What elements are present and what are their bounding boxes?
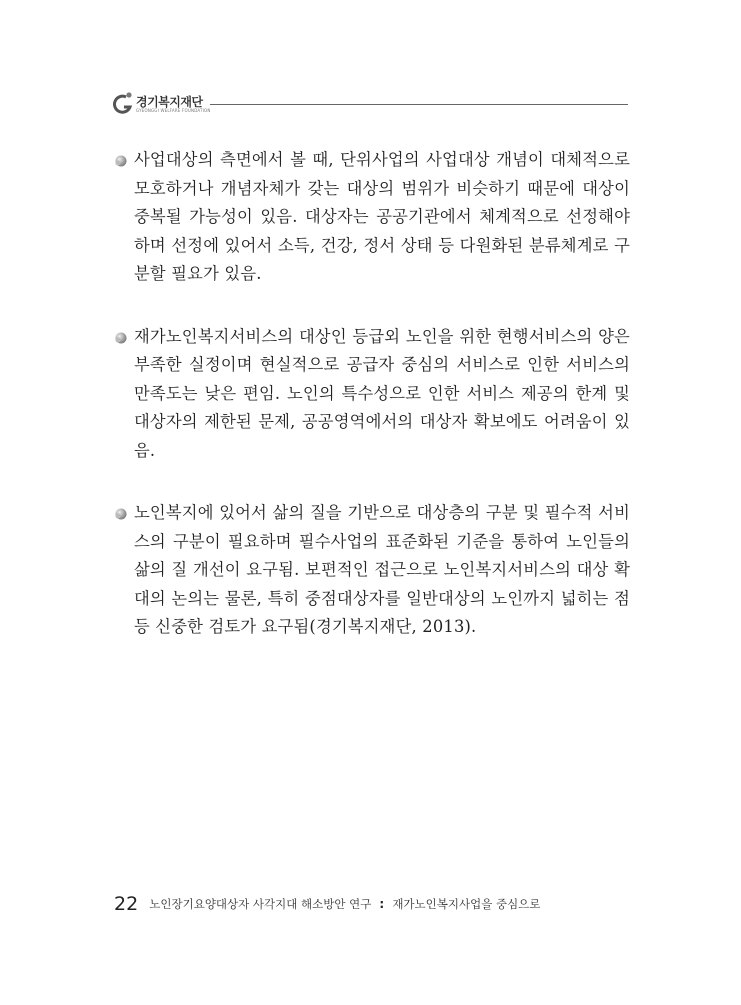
bullet-paragraph [114,323,630,466]
bullet-icon [114,331,127,344]
bullet-paragraph [114,499,630,642]
bullet-paragraph [114,146,630,289]
bullet-icon [114,507,127,520]
logo-name: 경기복지재단 [136,95,203,109]
paragraph-text: 사업대상의 측면에서 볼 때, 단위사업의 사업대상 개념이 대체적으로 모호하거나 개념자체가 갖는 대상의 범위가 비슷하기 때문에 대상이 중복될 가능성이 있음. 대상자는 공공기관에서 체계적으로 선정해야 하며 선정에 있어서 소득, 건강, 정서 상태 등 다원화된 분류체계로 구분할 필요가 있음. [134,150,630,283]
paragraph-text: 재가노인복지서비스의 대상인 등급외 노인을 위한 현행서비스의 양은 부족한 실정이며 현실적으로 공급자 중심의 서비스로 인한 서비스의 만족도는 낮은 편임. 노인의 특수성으로 인한 서비스 제공의 한계 및 대상자의 제한된 문제, 공공영역에서의 대상자 확보에도 어려움이 있음. [134,326,630,460]
paragraph-text: 노인복지에 있어서 삶의 질을 기반으로 대상층의 구분 및 필수적 서비스의 구분이 필요하며 필수사업의 표준화된 기준을 통하여 노인들의 삶의 질 개선이 요구됨. 보편적인 접근으로 노인복지서비스의 대상 확대의 논의는 물론, 특히 중점대상자를 일반대상의 노인까지 넓히는 점 등 신중한 검토가 요구됨(경기복지재단, 2013). [134,503,630,636]
page-number: 22 [114,893,139,915]
page-header [112,88,628,122]
report-subtitle: 재가노인복지사업을 중심으로 [392,897,541,911]
logo-subtitle: GYEONGGI WELFARE FOUNDATION [136,108,211,113]
title-separator: : [379,897,385,911]
report-title: 노인장기요양대상자 사각지대 해소방안 연구 [149,897,372,911]
page-footer [114,893,634,917]
bullet-icon [114,154,127,167]
header-rule [210,104,628,105]
foundation-logo-icon [112,90,134,116]
main-content [114,146,630,676]
